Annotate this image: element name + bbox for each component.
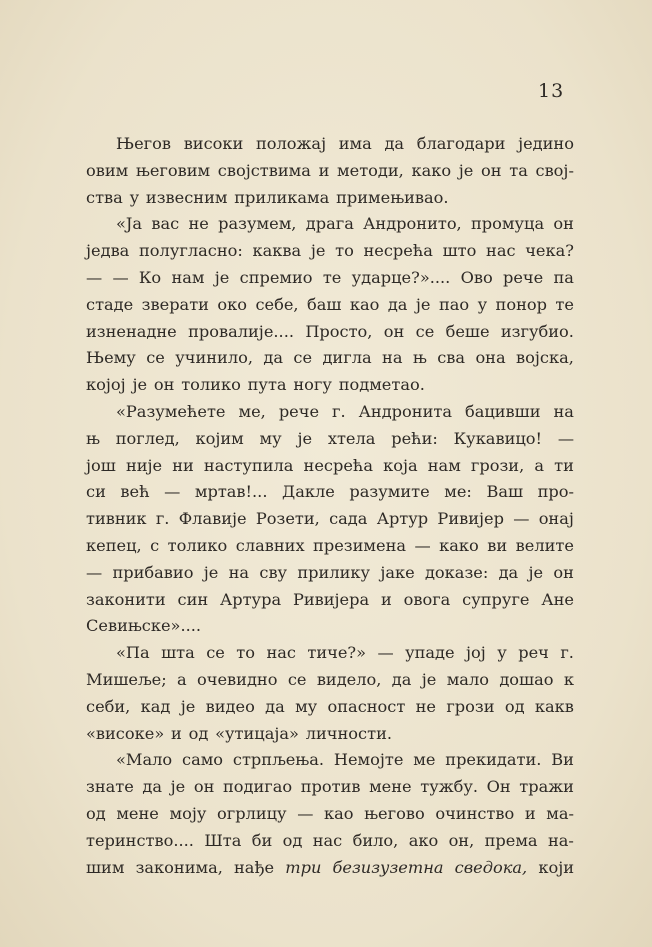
text-line: «високе» и од «утицаја» личности. bbox=[86, 723, 392, 743]
text-line: «Ја вас не разумем, драга Андронито, промуца он bbox=[116, 214, 574, 234]
text-line: стаде зверати око себе, баш као да је пао у понор те bbox=[86, 294, 574, 314]
text-line: Њему се учинило, да се дигла на њ сва она војска, bbox=[86, 348, 574, 368]
text-line: изненадне провалије.... Просто, он се беше изгубио. bbox=[86, 321, 574, 341]
text-line: — прибавио је на сву прилику јаке доказе: да је он bbox=[86, 562, 574, 582]
text-line: тивник г. Флавије Розети, сада Артур Ривијер — онај bbox=[86, 509, 574, 529]
text-line: ства у извесним приликама примењивао. bbox=[86, 187, 449, 207]
page-number: 13 bbox=[538, 80, 565, 102]
text-line: једва полугласно: каква је то несрећа што нас чека? bbox=[86, 241, 574, 261]
body-text bbox=[86, 131, 574, 881]
text-line: «Разумећете ме, рече г. Андронита бацивши на bbox=[116, 401, 574, 421]
text-line: законити син Артура Ривијера и овога супруге Ане bbox=[86, 589, 574, 609]
text-line: себи, кад је видео да му опасност не грози од какв bbox=[86, 696, 574, 716]
text-line: знате да је он подигао против мене тужбу. Он тражи bbox=[86, 777, 574, 797]
text-line: од мене моју огрлицу — као његово очинство и ма- bbox=[86, 803, 574, 823]
text-line: кепец, с толико славних презимена — како ви велите bbox=[86, 535, 574, 555]
text-line: којој је он толико пута ногу подметао. bbox=[86, 375, 425, 395]
text-line: си већ — мртав!... Дакле разумите ме: Ваш про- bbox=[86, 482, 574, 502]
text-line: још није ни наступила несрећа која нам грози, а ти bbox=[86, 455, 574, 475]
text-line: «Па шта се то нас тиче?» — упаде јој у реч г. bbox=[116, 643, 574, 663]
text-line: Његов високи положај има да благодари једино bbox=[116, 134, 574, 153]
text-line: теринство.... Шта би од нас било, ако он, према на- bbox=[86, 830, 574, 850]
text-line: — — Ко нам је спремио те ударце?».... Ово рече па bbox=[86, 267, 574, 287]
text-line: њ поглед, којим му је хтела рећи: Кукавицо! — bbox=[86, 428, 574, 448]
text-line: Севињске».... bbox=[86, 616, 202, 636]
text-line: Мишеље; а очевидно се видело, да је мало дошао к bbox=[86, 669, 574, 689]
text-line: шим законима, нађе три безизузетна сведока, који bbox=[86, 857, 574, 877]
text-line: овим његовим својствима и методи, како је он та свој- bbox=[86, 160, 574, 180]
text-line: «Мало само стрпљења. Немојте ме прекидати. Ви bbox=[116, 750, 574, 770]
